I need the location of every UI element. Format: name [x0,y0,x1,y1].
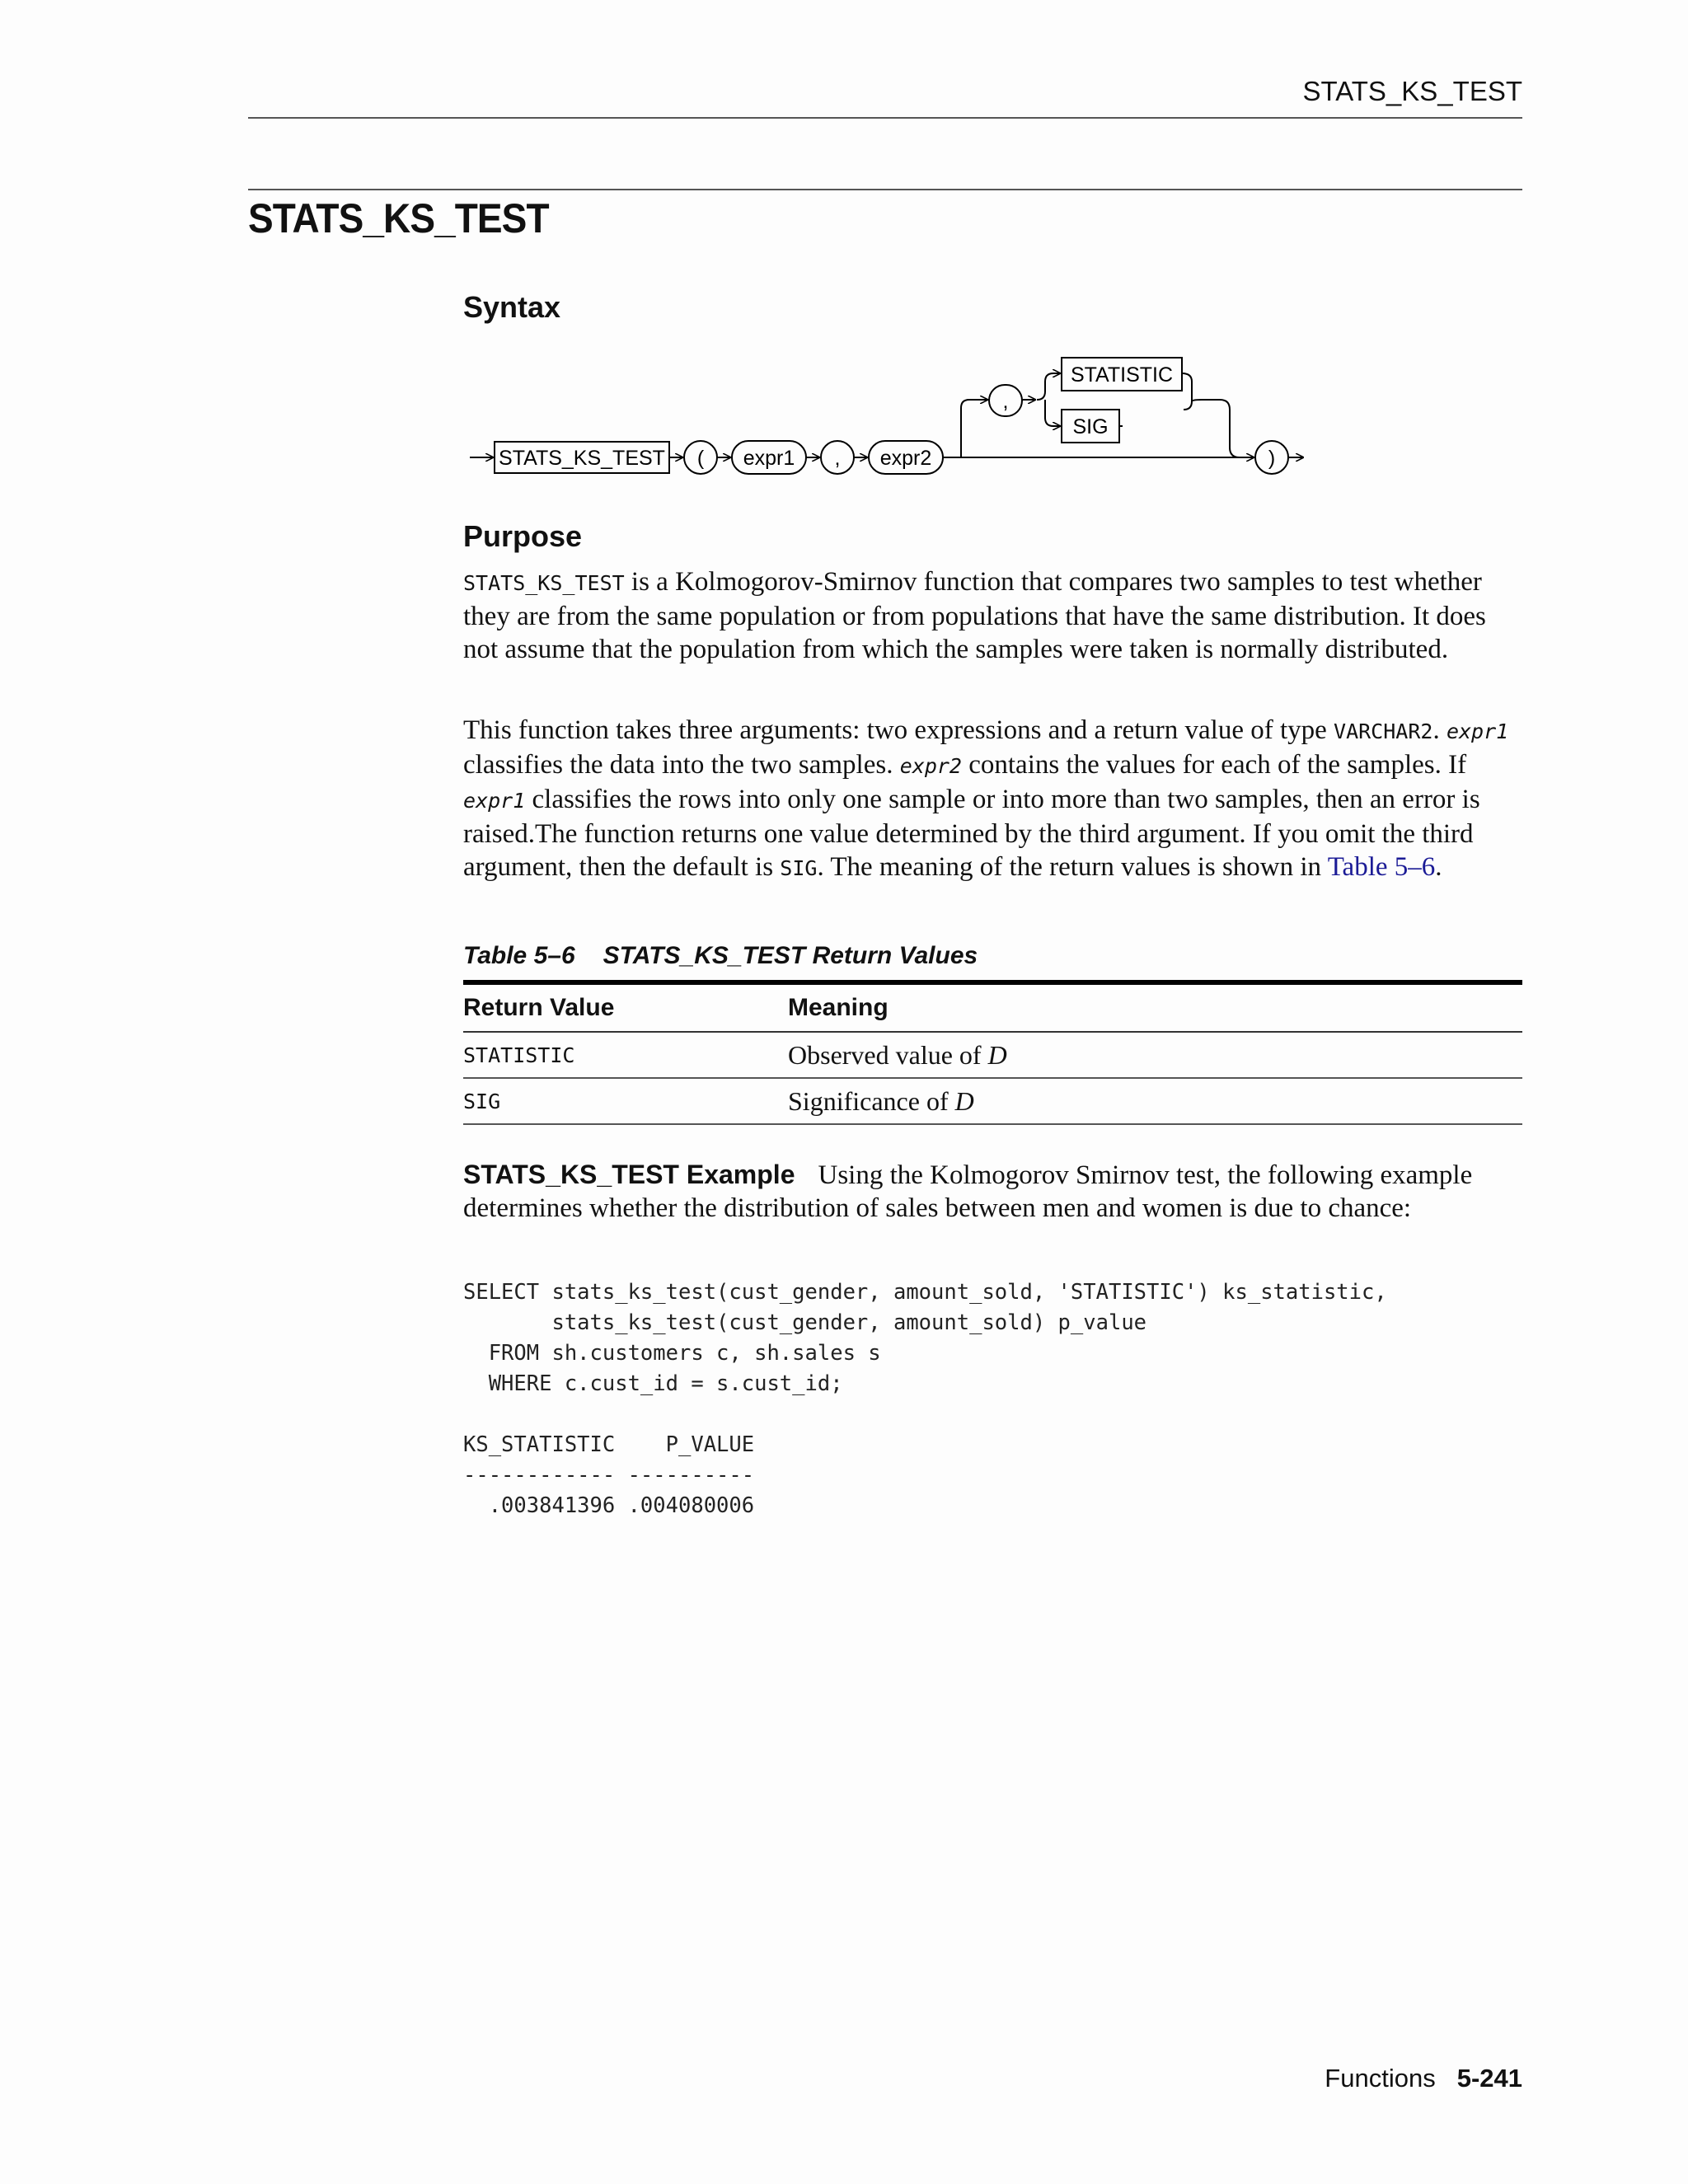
syntax-heading: Syntax [463,290,561,324]
running-header-title: STATS_KS_TEST [1302,76,1522,106]
expr1-code: expr1 [1446,719,1509,743]
page-footer [1325,2064,1522,2093]
return-values-table [463,980,1522,1125]
sig-option-text: SIG [1072,415,1109,438]
sig-code: SIG [780,856,818,880]
optional-branch [961,400,989,457]
footer-section: Functions [1325,2064,1436,2093]
code-example: SELECT stats_ks_test(cust_gender, amount_sold, 'STATISTIC') ks_statistic, stats_ks_test(cust_gender, amount_sold) p_value FROM sh.customers c, sh.sales s WHERE c.cust_id = s.cust_id; KS_STATISTIC P_VALUE ------------ ---------- .003841396 .004080006 [463,1280,1387,1518]
table-row [463,1032,1522,1078]
purpose-paragraph-1: STATS_KS_TEST is a Kolmogorov-Smirnov function that compares two samples to test whether they are from the same population or from populations that have the same distribution. It does not assume that the population from which the samples were taken is normally distributed. [463,567,1486,664]
table-caption-title: STATS_KS_TEST Return Values [603,942,978,969]
expr1-text: expr1 [743,447,795,470]
purpose-heading: Purpose [463,519,583,553]
return-value-cell: SIG [463,1078,788,1124]
merge-line [1192,400,1240,457]
statistic-option-text: STATISTIC [1070,363,1174,387]
meaning-cell: Observed value of D [788,1032,1522,1078]
function-name-code: STATS_KS_TEST [463,571,625,595]
varchar2-code: VARCHAR2 [1334,719,1433,743]
running-header [248,73,1522,119]
table-caption [463,942,1522,970]
table-link[interactable]: Table 5–6 [1327,852,1436,882]
example-heading: STATS_KS_TEST Example [463,1160,795,1189]
return-value-cell: STATISTIC [463,1032,788,1078]
close-paren-text: ) [1268,447,1276,470]
title-rule [248,189,1522,190]
example-paragraph: STATS_KS_TEST Example Using the Kolmogorov Smirnov test, the following example determines whether the distribution of sales between men and women is due to chance: [463,1160,1473,1223]
keyword-text: STATS_KS_TEST [499,447,665,470]
expr2-code: expr2 [899,754,962,778]
table-row [463,1078,1522,1124]
meaning-cell: Significance of D [788,1078,1522,1124]
header-meaning: Meaning [788,982,1522,1032]
comma2-text: , [1002,390,1009,413]
expr2-text: expr2 [879,447,932,470]
syntax-diagram [463,350,1370,490]
open-paren-text: ( [696,447,705,470]
page-number: 5-241 [1456,2064,1522,2093]
table-header-row [463,982,1522,1032]
table-caption-label: Table 5–6 [463,942,575,969]
purpose-paragraph-2: This function takes three arguments: two expressions and a return value of type VARCHAR2. expr1 classifies the data into the two samples. expr2 contains the values for each of the samples. If expr1 classifies the rows into only one sample or into more than two samples, then an error is raised.The function returns one value determined by the third argument. If you omit the third argument, then the default is SIG. The meaning of the return values is shown in Table 5–6. [463,715,1509,882]
header-return-value: Return Value [463,982,788,1032]
page-title: STATS_KS_TEST [248,195,549,241]
expr1-code: expr1 [463,789,526,813]
comma1-text: , [834,447,841,470]
